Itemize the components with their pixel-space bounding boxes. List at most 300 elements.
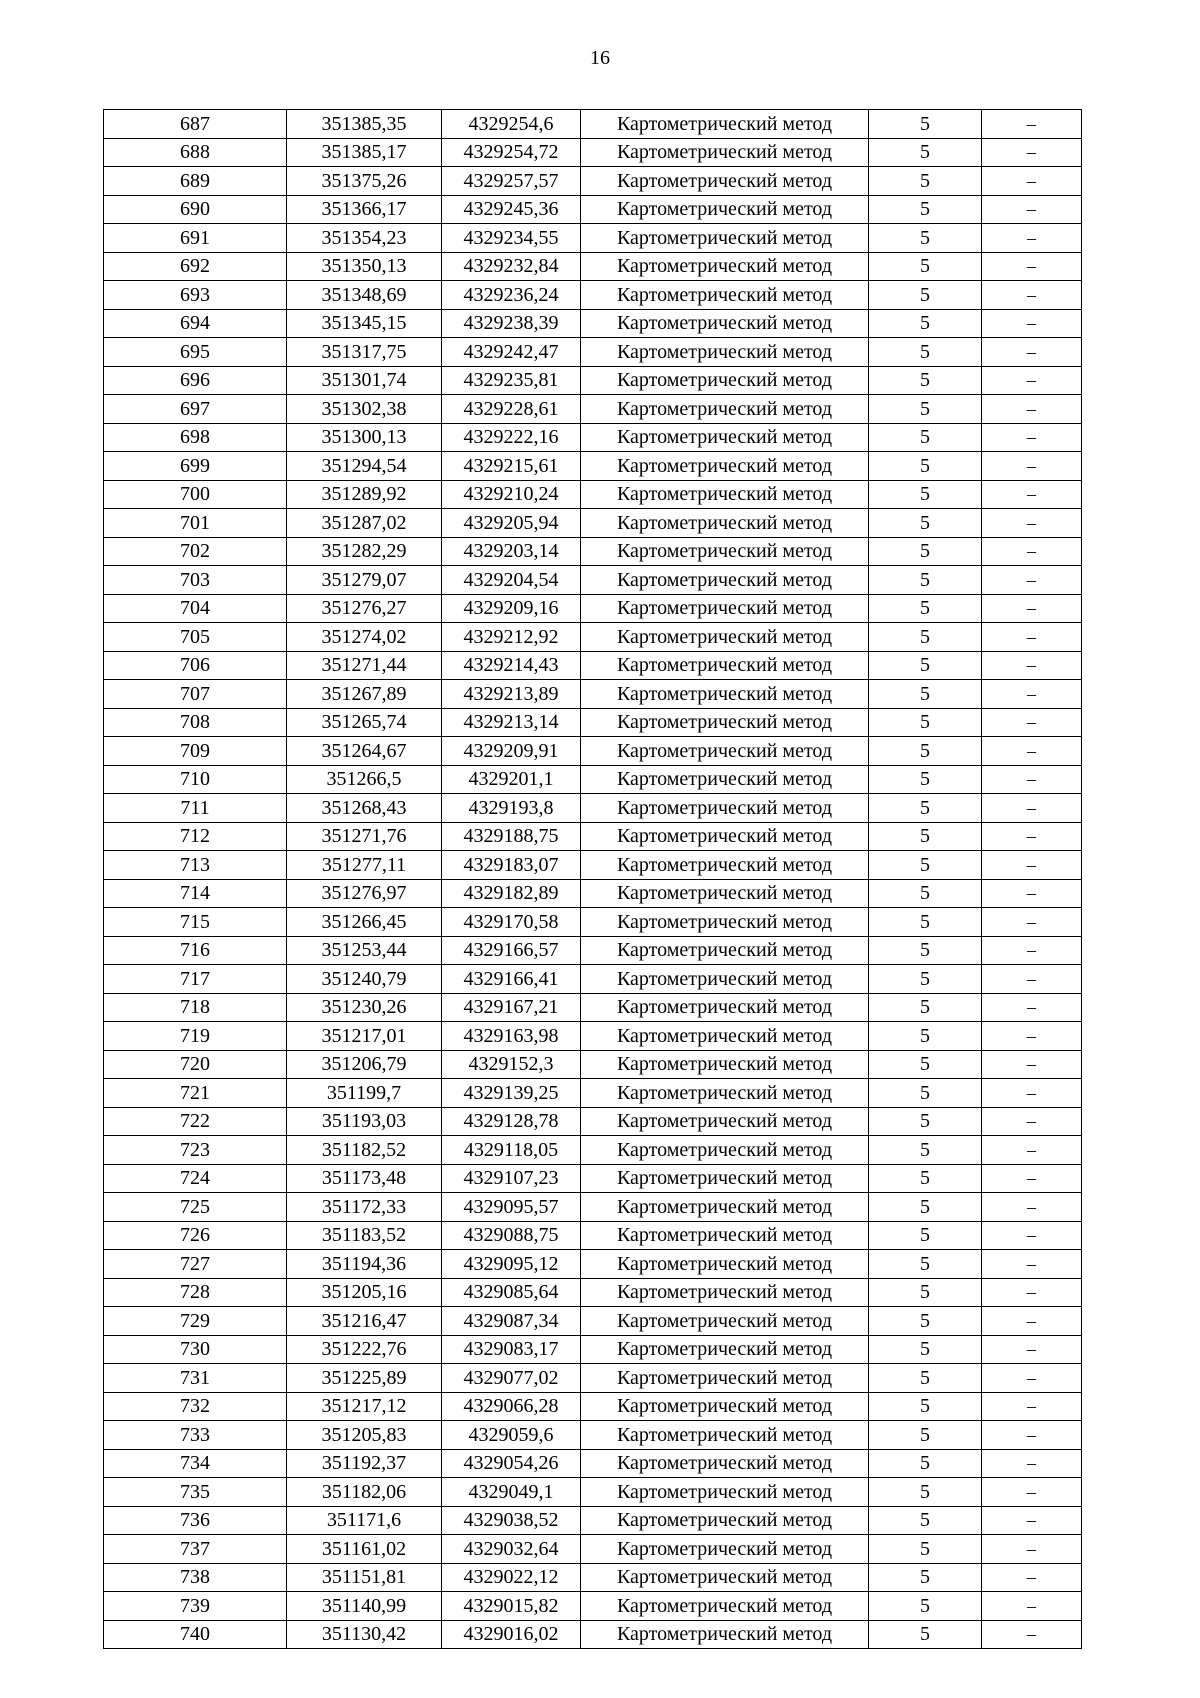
point-number-cell: 713 bbox=[104, 851, 287, 880]
y-coordinate-cell: 4329077,02 bbox=[442, 1364, 581, 1393]
description-cell: – bbox=[982, 879, 1082, 908]
accuracy-cell: 5 bbox=[869, 395, 982, 424]
table-row bbox=[104, 1022, 1082, 1051]
x-coordinate-cell: 351193,03 bbox=[287, 1107, 442, 1136]
accuracy-cell: 5 bbox=[869, 737, 982, 766]
method-cell: Картометрический метод bbox=[581, 993, 869, 1022]
description-cell: – bbox=[982, 252, 1082, 281]
y-coordinate-cell: 4329188,75 bbox=[442, 822, 581, 851]
method-cell: Картометрический метод bbox=[581, 1136, 869, 1165]
y-coordinate-cell: 4329066,28 bbox=[442, 1392, 581, 1421]
accuracy-cell: 5 bbox=[869, 1079, 982, 1108]
description-cell: – bbox=[982, 1392, 1082, 1421]
accuracy-cell: 5 bbox=[869, 1136, 982, 1165]
table-row bbox=[104, 594, 1082, 623]
description-cell: – bbox=[982, 1421, 1082, 1450]
y-coordinate-cell: 4329212,92 bbox=[442, 623, 581, 652]
y-coordinate-cell: 4329242,47 bbox=[442, 338, 581, 367]
x-coordinate-cell: 351140,99 bbox=[287, 1592, 442, 1621]
accuracy-cell: 5 bbox=[869, 708, 982, 737]
x-coordinate-cell: 351205,83 bbox=[287, 1421, 442, 1450]
point-number-cell: 692 bbox=[104, 252, 287, 281]
table-row bbox=[104, 110, 1082, 139]
y-coordinate-cell: 4329214,43 bbox=[442, 651, 581, 680]
x-coordinate-cell: 351268,43 bbox=[287, 794, 442, 823]
table-row bbox=[104, 1449, 1082, 1478]
y-coordinate-cell: 4329016,02 bbox=[442, 1620, 581, 1649]
table-row bbox=[104, 794, 1082, 823]
accuracy-cell: 5 bbox=[869, 224, 982, 253]
description-cell: – bbox=[982, 1193, 1082, 1222]
x-coordinate-cell: 351282,29 bbox=[287, 537, 442, 566]
description-cell: – bbox=[982, 623, 1082, 652]
x-coordinate-cell: 351225,89 bbox=[287, 1364, 442, 1393]
x-coordinate-cell: 351171,6 bbox=[287, 1506, 442, 1535]
point-number-cell: 708 bbox=[104, 708, 287, 737]
y-coordinate-cell: 4329232,84 bbox=[442, 252, 581, 281]
description-cell: – bbox=[982, 138, 1082, 167]
method-cell: Картометрический метод bbox=[581, 1478, 869, 1507]
accuracy-cell: 5 bbox=[869, 309, 982, 338]
x-coordinate-cell: 351279,07 bbox=[287, 566, 442, 595]
description-cell: – bbox=[982, 1478, 1082, 1507]
accuracy-cell: 5 bbox=[869, 651, 982, 680]
page-number: 16 bbox=[590, 47, 610, 69]
point-number-cell: 725 bbox=[104, 1193, 287, 1222]
method-cell: Картометрический метод bbox=[581, 1164, 869, 1193]
description-cell: – bbox=[982, 395, 1082, 424]
method-cell: Картометрический метод bbox=[581, 195, 869, 224]
x-coordinate-cell: 351264,67 bbox=[287, 737, 442, 766]
description-cell: – bbox=[982, 281, 1082, 310]
point-number-cell: 707 bbox=[104, 680, 287, 709]
accuracy-cell: 5 bbox=[869, 1278, 982, 1307]
table-row bbox=[104, 1278, 1082, 1307]
method-cell: Картометрический метод bbox=[581, 965, 869, 994]
x-coordinate-cell: 351266,45 bbox=[287, 908, 442, 937]
description-cell: – bbox=[982, 566, 1082, 595]
method-cell: Картометрический метод bbox=[581, 537, 869, 566]
table-row bbox=[104, 708, 1082, 737]
point-number-cell: 690 bbox=[104, 195, 287, 224]
x-coordinate-cell: 351267,89 bbox=[287, 680, 442, 709]
method-cell: Картометрический метод bbox=[581, 167, 869, 196]
table-row bbox=[104, 1193, 1082, 1222]
description-cell: – bbox=[982, 1164, 1082, 1193]
description-cell: – bbox=[982, 651, 1082, 680]
table-row bbox=[104, 1364, 1082, 1393]
y-coordinate-cell: 4329163,98 bbox=[442, 1022, 581, 1051]
point-number-cell: 731 bbox=[104, 1364, 287, 1393]
y-coordinate-cell: 4329183,07 bbox=[442, 851, 581, 880]
accuracy-cell: 5 bbox=[869, 195, 982, 224]
x-coordinate-cell: 351300,13 bbox=[287, 423, 442, 452]
x-coordinate-cell: 351199,7 bbox=[287, 1079, 442, 1108]
description-cell: – bbox=[982, 1335, 1082, 1364]
table-row bbox=[104, 851, 1082, 880]
accuracy-cell: 5 bbox=[869, 252, 982, 281]
x-coordinate-cell: 351240,79 bbox=[287, 965, 442, 994]
y-coordinate-cell: 4329245,36 bbox=[442, 195, 581, 224]
y-coordinate-cell: 4329209,16 bbox=[442, 594, 581, 623]
point-number-cell: 688 bbox=[104, 138, 287, 167]
table-row bbox=[104, 309, 1082, 338]
description-cell: – bbox=[982, 224, 1082, 253]
x-coordinate-cell: 351385,35 bbox=[287, 110, 442, 139]
point-number-cell: 729 bbox=[104, 1307, 287, 1336]
description-cell: – bbox=[982, 167, 1082, 196]
description-cell: – bbox=[982, 509, 1082, 538]
table-row bbox=[104, 537, 1082, 566]
point-number-cell: 704 bbox=[104, 594, 287, 623]
method-cell: Картометрический метод bbox=[581, 509, 869, 538]
table-row bbox=[104, 1478, 1082, 1507]
table-row bbox=[104, 281, 1082, 310]
point-number-cell: 740 bbox=[104, 1620, 287, 1649]
method-cell: Картометрический метод bbox=[581, 566, 869, 595]
point-number-cell: 715 bbox=[104, 908, 287, 937]
accuracy-cell: 5 bbox=[869, 338, 982, 367]
table-row bbox=[104, 366, 1082, 395]
point-number-cell: 689 bbox=[104, 167, 287, 196]
x-coordinate-cell: 351266,5 bbox=[287, 765, 442, 794]
x-coordinate-cell: 351366,17 bbox=[287, 195, 442, 224]
method-cell: Картометрический метод bbox=[581, 309, 869, 338]
description-cell: – bbox=[982, 110, 1082, 139]
x-coordinate-cell: 351130,42 bbox=[287, 1620, 442, 1649]
description-cell: – bbox=[982, 680, 1082, 709]
x-coordinate-cell: 351385,17 bbox=[287, 138, 442, 167]
method-cell: Картометрический метод bbox=[581, 452, 869, 481]
accuracy-cell: 5 bbox=[869, 138, 982, 167]
x-coordinate-cell: 351182,06 bbox=[287, 1478, 442, 1507]
point-number-cell: 706 bbox=[104, 651, 287, 680]
accuracy-cell: 5 bbox=[869, 1164, 982, 1193]
x-coordinate-cell: 351222,76 bbox=[287, 1335, 442, 1364]
point-number-cell: 737 bbox=[104, 1535, 287, 1564]
table-row bbox=[104, 1592, 1082, 1621]
y-coordinate-cell: 4329139,25 bbox=[442, 1079, 581, 1108]
x-coordinate-cell: 351151,81 bbox=[287, 1563, 442, 1592]
method-cell: Картометрический метод bbox=[581, 480, 869, 509]
description-cell: – bbox=[982, 1050, 1082, 1079]
method-cell: Картометрический метод bbox=[581, 338, 869, 367]
method-cell: Картометрический метод bbox=[581, 1620, 869, 1649]
accuracy-cell: 5 bbox=[869, 1392, 982, 1421]
method-cell: Картометрический метод bbox=[581, 366, 869, 395]
x-coordinate-cell: 351289,92 bbox=[287, 480, 442, 509]
y-coordinate-cell: 4329107,23 bbox=[442, 1164, 581, 1193]
y-coordinate-cell: 4329095,12 bbox=[442, 1250, 581, 1279]
x-coordinate-cell: 351375,26 bbox=[287, 167, 442, 196]
point-number-cell: 714 bbox=[104, 879, 287, 908]
x-coordinate-cell: 351206,79 bbox=[287, 1050, 442, 1079]
table-row bbox=[104, 936, 1082, 965]
y-coordinate-cell: 4329095,57 bbox=[442, 1193, 581, 1222]
description-cell: – bbox=[982, 594, 1082, 623]
accuracy-cell: 5 bbox=[869, 1563, 982, 1592]
description-cell: – bbox=[982, 1620, 1082, 1649]
table-row bbox=[104, 252, 1082, 281]
accuracy-cell: 5 bbox=[869, 1022, 982, 1051]
table-row bbox=[104, 1136, 1082, 1165]
method-cell: Картометрический метод bbox=[581, 1278, 869, 1307]
method-cell: Картометрический метод bbox=[581, 908, 869, 937]
description-cell: – bbox=[982, 1022, 1082, 1051]
accuracy-cell: 5 bbox=[869, 1592, 982, 1621]
table-row bbox=[104, 1620, 1082, 1649]
accuracy-cell: 5 bbox=[869, 1107, 982, 1136]
point-number-cell: 696 bbox=[104, 366, 287, 395]
description-cell: – bbox=[982, 423, 1082, 452]
description-cell: – bbox=[982, 1592, 1082, 1621]
x-coordinate-cell: 351271,76 bbox=[287, 822, 442, 851]
method-cell: Картометрический метод bbox=[581, 822, 869, 851]
table-row bbox=[104, 452, 1082, 481]
x-coordinate-cell: 351265,74 bbox=[287, 708, 442, 737]
method-cell: Картометрический метод bbox=[581, 1392, 869, 1421]
table-row bbox=[104, 1107, 1082, 1136]
y-coordinate-cell: 4329059,6 bbox=[442, 1421, 581, 1450]
description-cell: – bbox=[982, 1221, 1082, 1250]
point-number-cell: 722 bbox=[104, 1107, 287, 1136]
method-cell: Картометрический метод bbox=[581, 252, 869, 281]
point-number-cell: 732 bbox=[104, 1392, 287, 1421]
description-cell: – bbox=[982, 822, 1082, 851]
point-number-cell: 728 bbox=[104, 1278, 287, 1307]
description-cell: – bbox=[982, 1307, 1082, 1336]
accuracy-cell: 5 bbox=[869, 1449, 982, 1478]
table-row bbox=[104, 1421, 1082, 1450]
method-cell: Картометрический метод bbox=[581, 1592, 869, 1621]
x-coordinate-cell: 351230,26 bbox=[287, 993, 442, 1022]
method-cell: Картометрический метод bbox=[581, 1535, 869, 1564]
accuracy-cell: 5 bbox=[869, 1307, 982, 1336]
point-number-cell: 720 bbox=[104, 1050, 287, 1079]
table-row bbox=[104, 1506, 1082, 1535]
point-number-cell: 736 bbox=[104, 1506, 287, 1535]
method-cell: Картометрический метод bbox=[581, 224, 869, 253]
coordinates-table bbox=[103, 109, 1082, 1649]
table-row bbox=[104, 1250, 1082, 1279]
description-cell: – bbox=[982, 452, 1082, 481]
table-row bbox=[104, 1079, 1082, 1108]
description-cell: – bbox=[982, 993, 1082, 1022]
x-coordinate-cell: 351287,02 bbox=[287, 509, 442, 538]
accuracy-cell: 5 bbox=[869, 1364, 982, 1393]
y-coordinate-cell: 4329201,1 bbox=[442, 765, 581, 794]
point-number-cell: 697 bbox=[104, 395, 287, 424]
y-coordinate-cell: 4329204,54 bbox=[442, 566, 581, 595]
table-row bbox=[104, 822, 1082, 851]
point-number-cell: 699 bbox=[104, 452, 287, 481]
point-number-cell: 723 bbox=[104, 1136, 287, 1165]
accuracy-cell: 5 bbox=[869, 851, 982, 880]
accuracy-cell: 5 bbox=[869, 1478, 982, 1507]
description-cell: – bbox=[982, 708, 1082, 737]
point-number-cell: 702 bbox=[104, 537, 287, 566]
point-number-cell: 716 bbox=[104, 936, 287, 965]
point-number-cell: 721 bbox=[104, 1079, 287, 1108]
y-coordinate-cell: 4329254,6 bbox=[442, 110, 581, 139]
y-coordinate-cell: 4329182,89 bbox=[442, 879, 581, 908]
y-coordinate-cell: 4329085,64 bbox=[442, 1278, 581, 1307]
description-cell: – bbox=[982, 309, 1082, 338]
table-row bbox=[104, 623, 1082, 652]
table-row bbox=[104, 423, 1082, 452]
description-cell: – bbox=[982, 537, 1082, 566]
method-cell: Картометрический метод bbox=[581, 138, 869, 167]
accuracy-cell: 5 bbox=[869, 566, 982, 595]
y-coordinate-cell: 4329015,82 bbox=[442, 1592, 581, 1621]
method-cell: Картометрический метод bbox=[581, 708, 869, 737]
accuracy-cell: 5 bbox=[869, 110, 982, 139]
y-coordinate-cell: 4329087,34 bbox=[442, 1307, 581, 1336]
point-number-cell: 701 bbox=[104, 509, 287, 538]
y-coordinate-cell: 4329254,72 bbox=[442, 138, 581, 167]
y-coordinate-cell: 4329236,24 bbox=[442, 281, 581, 310]
point-number-cell: 727 bbox=[104, 1250, 287, 1279]
description-cell: – bbox=[982, 1136, 1082, 1165]
table-row bbox=[104, 195, 1082, 224]
x-coordinate-cell: 351217,01 bbox=[287, 1022, 442, 1051]
point-number-cell: 711 bbox=[104, 794, 287, 823]
accuracy-cell: 5 bbox=[869, 366, 982, 395]
description-cell: – bbox=[982, 1364, 1082, 1393]
x-coordinate-cell: 351354,23 bbox=[287, 224, 442, 253]
accuracy-cell: 5 bbox=[869, 908, 982, 937]
method-cell: Картометрический метод bbox=[581, 623, 869, 652]
method-cell: Картометрический метод bbox=[581, 794, 869, 823]
x-coordinate-cell: 351348,69 bbox=[287, 281, 442, 310]
x-coordinate-cell: 351182,52 bbox=[287, 1136, 442, 1165]
accuracy-cell: 5 bbox=[869, 1506, 982, 1535]
y-coordinate-cell: 4329049,1 bbox=[442, 1478, 581, 1507]
description-cell: – bbox=[982, 737, 1082, 766]
method-cell: Картометрический метод bbox=[581, 1364, 869, 1393]
description-cell: – bbox=[982, 794, 1082, 823]
description-cell: – bbox=[982, 1250, 1082, 1279]
point-number-cell: 730 bbox=[104, 1335, 287, 1364]
point-number-cell: 734 bbox=[104, 1449, 287, 1478]
point-number-cell: 733 bbox=[104, 1421, 287, 1450]
table-row bbox=[104, 1535, 1082, 1564]
method-cell: Картометрический метод bbox=[581, 1050, 869, 1079]
point-number-cell: 739 bbox=[104, 1592, 287, 1621]
accuracy-cell: 5 bbox=[869, 879, 982, 908]
x-coordinate-cell: 351301,74 bbox=[287, 366, 442, 395]
x-coordinate-cell: 351173,48 bbox=[287, 1164, 442, 1193]
accuracy-cell: 5 bbox=[869, 537, 982, 566]
description-cell: – bbox=[982, 1278, 1082, 1307]
accuracy-cell: 5 bbox=[869, 1335, 982, 1364]
accuracy-cell: 5 bbox=[869, 1193, 982, 1222]
method-cell: Картометрический метод bbox=[581, 1079, 869, 1108]
point-number-cell: 712 bbox=[104, 822, 287, 851]
y-coordinate-cell: 4329152,3 bbox=[442, 1050, 581, 1079]
description-cell: – bbox=[982, 851, 1082, 880]
table-row bbox=[104, 908, 1082, 937]
accuracy-cell: 5 bbox=[869, 452, 982, 481]
y-coordinate-cell: 4329222,16 bbox=[442, 423, 581, 452]
accuracy-cell: 5 bbox=[869, 1421, 982, 1450]
method-cell: Картометрический метод bbox=[581, 851, 869, 880]
point-number-cell: 695 bbox=[104, 338, 287, 367]
accuracy-cell: 5 bbox=[869, 480, 982, 509]
y-coordinate-cell: 4329032,64 bbox=[442, 1535, 581, 1564]
accuracy-cell: 5 bbox=[869, 1535, 982, 1564]
y-coordinate-cell: 4329166,57 bbox=[442, 936, 581, 965]
method-cell: Картометрический метод bbox=[581, 1221, 869, 1250]
description-cell: – bbox=[982, 1079, 1082, 1108]
y-coordinate-cell: 4329213,14 bbox=[442, 708, 581, 737]
y-coordinate-cell: 4329235,81 bbox=[442, 366, 581, 395]
accuracy-cell: 5 bbox=[869, 1250, 982, 1279]
point-number-cell: 719 bbox=[104, 1022, 287, 1051]
y-coordinate-cell: 4329228,61 bbox=[442, 395, 581, 424]
accuracy-cell: 5 bbox=[869, 993, 982, 1022]
y-coordinate-cell: 4329210,24 bbox=[442, 480, 581, 509]
table-row bbox=[104, 509, 1082, 538]
method-cell: Картометрический метод bbox=[581, 879, 869, 908]
description-cell: – bbox=[982, 1107, 1082, 1136]
accuracy-cell: 5 bbox=[869, 1620, 982, 1649]
table-row bbox=[104, 480, 1082, 509]
y-coordinate-cell: 4329166,41 bbox=[442, 965, 581, 994]
point-number-cell: 718 bbox=[104, 993, 287, 1022]
description-cell: – bbox=[982, 195, 1082, 224]
method-cell: Картометрический метод bbox=[581, 1022, 869, 1051]
x-coordinate-cell: 351192,37 bbox=[287, 1449, 442, 1478]
accuracy-cell: 5 bbox=[869, 794, 982, 823]
description-cell: – bbox=[982, 366, 1082, 395]
x-coordinate-cell: 351271,44 bbox=[287, 651, 442, 680]
table-row bbox=[104, 993, 1082, 1022]
description-cell: – bbox=[982, 965, 1082, 994]
point-number-cell: 735 bbox=[104, 1478, 287, 1507]
table-row bbox=[104, 566, 1082, 595]
description-cell: – bbox=[982, 1535, 1082, 1564]
table-row bbox=[104, 167, 1082, 196]
x-coordinate-cell: 351172,33 bbox=[287, 1193, 442, 1222]
point-number-cell: 698 bbox=[104, 423, 287, 452]
x-coordinate-cell: 351194,36 bbox=[287, 1250, 442, 1279]
table-row bbox=[104, 224, 1082, 253]
table-row bbox=[104, 1050, 1082, 1079]
description-cell: – bbox=[982, 1449, 1082, 1478]
table-row bbox=[104, 965, 1082, 994]
table-row bbox=[104, 1335, 1082, 1364]
method-cell: Картометрический метод bbox=[581, 1563, 869, 1592]
method-cell: Картометрический метод bbox=[581, 281, 869, 310]
x-coordinate-cell: 351277,11 bbox=[287, 851, 442, 880]
description-cell: – bbox=[982, 765, 1082, 794]
method-cell: Картометрический метод bbox=[581, 423, 869, 452]
y-coordinate-cell: 4329213,89 bbox=[442, 680, 581, 709]
method-cell: Картометрический метод bbox=[581, 1506, 869, 1535]
method-cell: Картометрический метод bbox=[581, 651, 869, 680]
table-row bbox=[104, 395, 1082, 424]
method-cell: Картометрический метод bbox=[581, 395, 869, 424]
y-coordinate-cell: 4329238,39 bbox=[442, 309, 581, 338]
description-cell: – bbox=[982, 480, 1082, 509]
point-number-cell: 709 bbox=[104, 737, 287, 766]
y-coordinate-cell: 4329234,55 bbox=[442, 224, 581, 253]
method-cell: Картометрический метод bbox=[581, 1107, 869, 1136]
point-number-cell: 700 bbox=[104, 480, 287, 509]
table-row bbox=[104, 680, 1082, 709]
accuracy-cell: 5 bbox=[869, 1221, 982, 1250]
